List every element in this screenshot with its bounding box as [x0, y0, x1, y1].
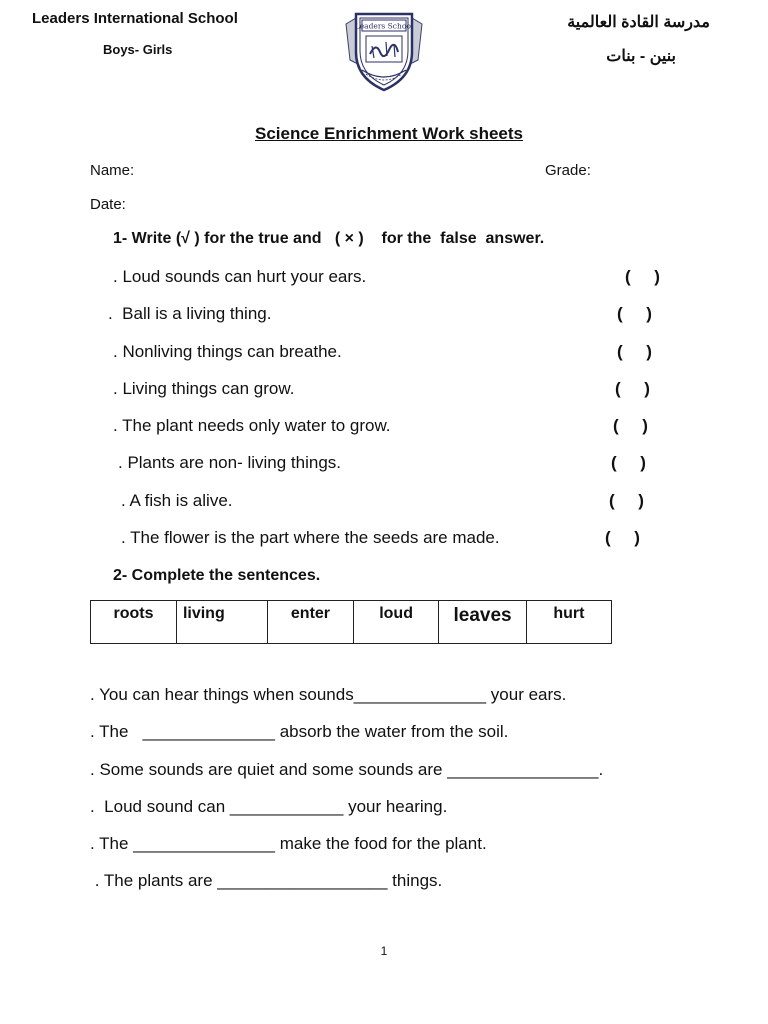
word-bank-cell: living	[176, 601, 267, 644]
word-bank-cell: enter	[268, 601, 354, 644]
sentence-6: . The plants are __________________ things.	[90, 871, 443, 890]
school-type-ar: بنين - بنات	[606, 48, 676, 65]
sentence-3: . Some sounds are quiet and some sounds are ________________.	[90, 760, 604, 779]
sentence-2: . The ______________ absorb the water from the soil.	[90, 722, 509, 741]
statement-3: . Nonliving things can breathe.	[113, 342, 342, 361]
answer-box-8[interactable]: ( )	[605, 528, 640, 547]
statement-8: . The flower is the part where the seeds are made.	[121, 528, 500, 547]
answer-box-2[interactable]: ( )	[617, 304, 652, 323]
answer-box-7[interactable]: ( )	[609, 491, 644, 510]
name-label: Name:	[90, 162, 135, 179]
svg-text:Leaders School: Leaders School	[354, 21, 414, 31]
school-logo	[340, 4, 428, 94]
word-bank-cell: roots	[91, 601, 177, 644]
school-name-en: Leaders International School	[32, 10, 238, 27]
statement-5: . The plant needs only water to grow.	[113, 416, 391, 435]
word-bank-cell: hurt	[526, 601, 611, 644]
answer-box-4[interactable]: ( )	[615, 379, 650, 398]
section1-heading: 1- Write (√ ) for the true and ( × ) for the false answer.	[113, 230, 545, 247]
date-label: Date:	[90, 196, 126, 213]
statement-2: . Ball is a living thing.	[108, 304, 272, 323]
statement-6: . Plants are non- living things.	[118, 453, 342, 472]
sentence-4: . Loud sound can ____________ your hearing.	[90, 797, 448, 816]
sentence-1: . You can hear things when sounds______________ your ears.	[90, 685, 567, 704]
school-type-en: Boys- Girls	[103, 42, 173, 57]
answer-box-1[interactable]: ( )	[625, 267, 660, 286]
word-bank-table	[90, 600, 612, 644]
statement-4: . Living things can grow.	[113, 379, 295, 398]
page-number: 1	[380, 944, 388, 958]
answer-box-3[interactable]: ( )	[617, 342, 652, 361]
sentence-5: . The _______________ make the food for the plant.	[90, 834, 487, 853]
statement-1: . Loud sounds can hurt your ears.	[113, 267, 367, 286]
section2-heading: 2- Complete the sentences.	[113, 567, 321, 584]
grade-label: Grade:	[545, 162, 591, 179]
answer-box-5[interactable]: ( )	[613, 416, 648, 435]
worksheet-title: Science Enrichment Work sheets	[254, 124, 523, 143]
statement-7: . A fish is alive.	[121, 491, 233, 510]
school-name-ar: مدرسة القادة العالمية	[567, 14, 710, 31]
answer-box-6[interactable]: ( )	[611, 453, 646, 472]
word-bank-cell: leaves	[439, 601, 527, 644]
word-bank-cell: loud	[353, 601, 438, 644]
